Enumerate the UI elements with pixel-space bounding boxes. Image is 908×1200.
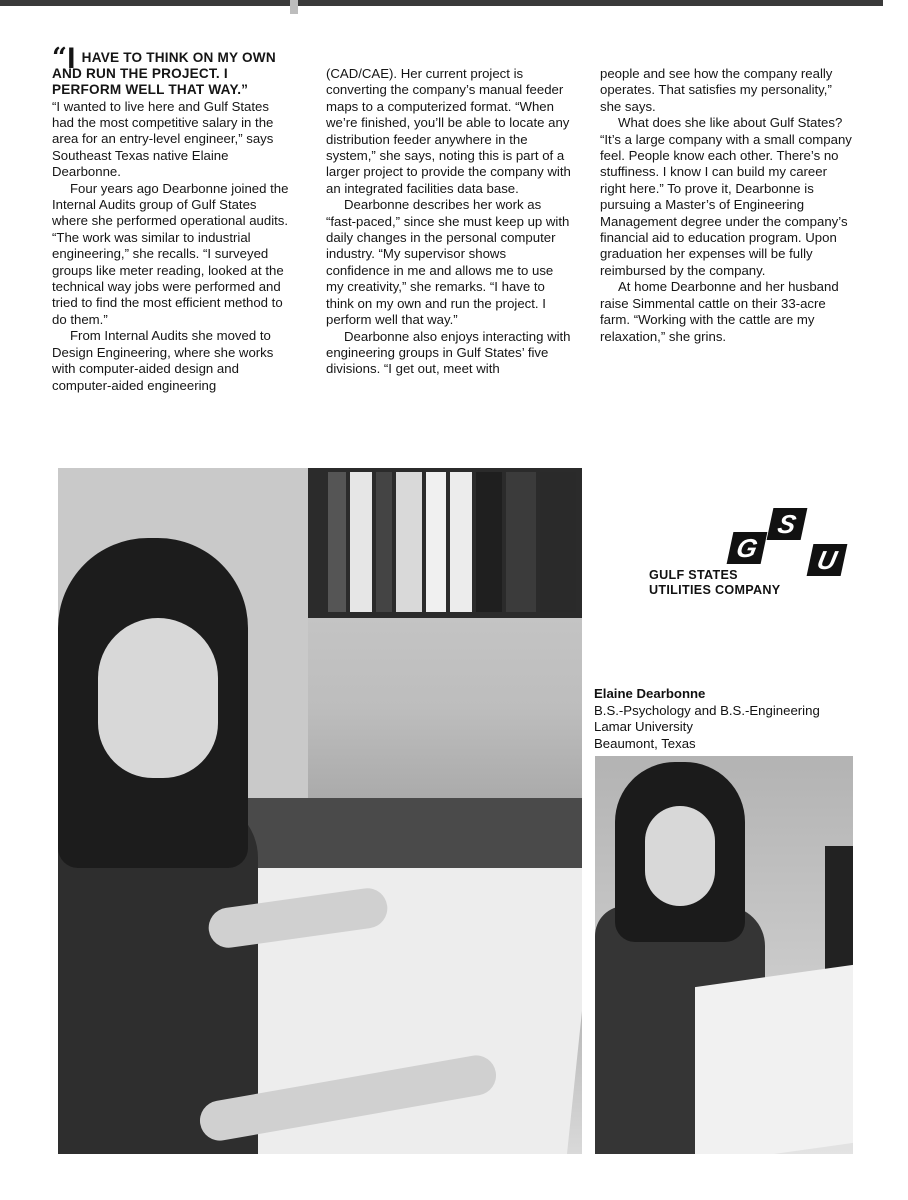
paragraph: (CAD/CAE). Her current project is converting the company’s manual feeder maps to a computerized format. “When we’re finished, you’ll be able to locate any distribution feeder anywhere in the system,” she says, noting this is part of a larger project to provide the company with an integrated facilities data base. <box>326 66 571 196</box>
top-rule-gap <box>290 0 298 14</box>
caption-name: Elaine Dearbonne <box>594 686 706 701</box>
paragraph: Four years ago Dearbonne joined the Internal Audits group of Gulf States where she performed operational audits. “The work was similar to industrial engineering,” she recalls. “I surveyed groups like meter reading, looked at the technical way jobs were performed and tried to find the most efficient method to do them.” <box>52 180 289 327</box>
article-column-2 <box>326 66 572 378</box>
photo-person-face <box>98 618 218 778</box>
main-photo <box>58 468 582 1154</box>
paragraph: people and see how the company really operates. That satisfies my personality,” she says. <box>600 66 833 114</box>
paragraph: At home Dearbonne and her husband raise Simmental cattle on their 33-acre farm. “Working with the cattle are my relaxation,” she grins. <box>600 279 839 344</box>
photo-paper <box>695 965 853 1154</box>
paragraph: Dearbonne describes her work as “fast-paced,” since she must keep up with daily changes in the personal computer industry. “My supervisor shows confidence in me and allows me to use my creativity,” she remarks. “I have to think on my own and run the project. I perform well that way.” <box>326 197 570 328</box>
caption-degree: B.S.-Psychology and B.S.-Engineering <box>594 702 820 718</box>
company-name <box>649 568 781 598</box>
pull-quote <box>52 42 290 99</box>
photo-person-face <box>645 806 715 906</box>
caption-location: Beaumont, Texas <box>594 735 696 751</box>
paragraph: What does she like about Gulf States? “It’s a large company with a small company feel. People know each other. There’s no stuffiness. I know I can build my career right here.” To prove it, Dearbonne is pursuing a Master’s of Engineering Management degree under the company’s financial aid to education program. Upon graduation her expenses will be fully reimbursed by the company. <box>600 115 852 278</box>
top-rule-left <box>0 0 290 6</box>
article-column-3 <box>600 66 852 345</box>
company-name-line2: UTILITIES COMPANY <box>649 583 781 597</box>
portrait-photo <box>595 756 853 1154</box>
photo-bookshelf <box>308 468 582 618</box>
top-rule-right <box>298 0 883 6</box>
paragraph: From Internal Audits she moved to Design Engineering, where she works with computer-aided design and computer-aided engineering <box>52 328 274 393</box>
paragraph: “I wanted to live here and Gulf States had the most competitive salary in the area for an entry-level engineer,” says Southeast Texas native Elaine Dearbonne. <box>52 98 274 180</box>
article-column-1 <box>52 42 290 394</box>
pull-quote-initial: I <box>67 42 76 75</box>
paragraph: Dearbonne also enjoys interacting with engineering groups in Gulf States’ five divisions. “I get out, meet with <box>326 328 571 377</box>
pull-quote-open-mark: “ <box>52 43 68 73</box>
logo-letter-s: S <box>767 508 808 540</box>
company-name-line1: GULF STATES <box>649 568 738 582</box>
pull-quote-text: HAVE TO THINK ON MY OWN AND RUN THE PROJECT. I PERFORM WELL THAT WAY.” <box>52 50 276 98</box>
logo-letter-u: U <box>807 544 848 576</box>
logo-letter-g: G <box>727 532 768 564</box>
caption-school: Lamar University <box>594 719 693 734</box>
photo-caption <box>594 686 820 752</box>
